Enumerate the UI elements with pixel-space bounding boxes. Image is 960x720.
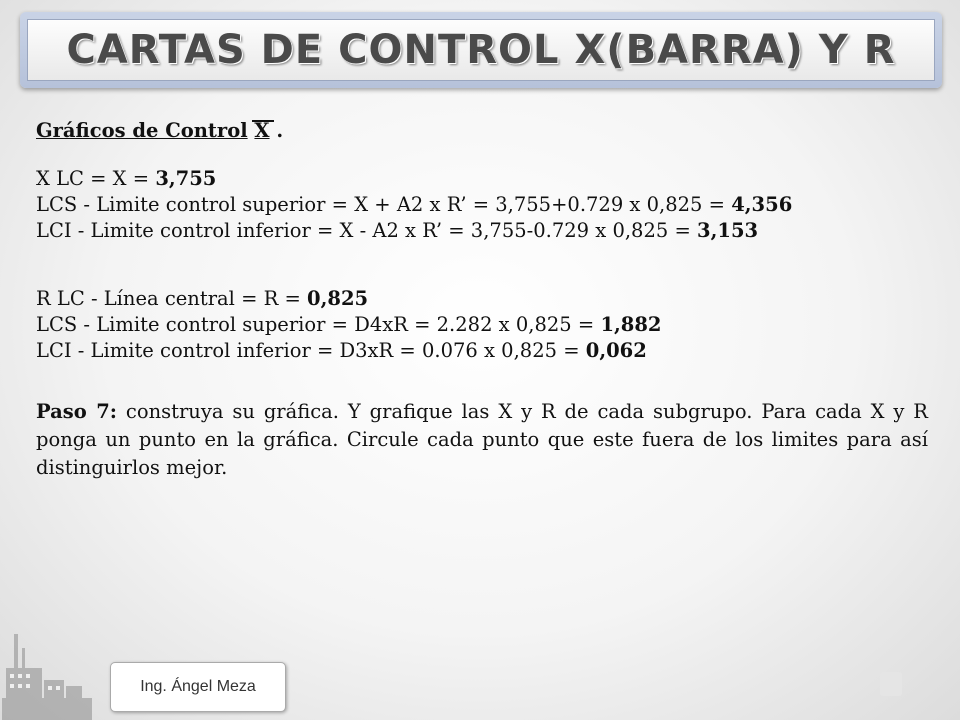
xbar-upper-limit <box>36 192 792 218</box>
formula-text: LCS - Limite control superior = X + A2 x R’ = 3,755+0.729 x 0,825 = <box>36 193 732 216</box>
xbar-lower-limit <box>36 218 792 244</box>
result-value: 1,882 <box>600 313 662 336</box>
title-banner-inner <box>27 19 935 81</box>
r-limits-block <box>36 286 662 364</box>
x-bar-symbol: X <box>254 119 270 142</box>
author-name: Ing. Ángel Meza <box>140 678 256 695</box>
result-value: 4,356 <box>731 193 793 216</box>
r-center-line <box>36 286 662 312</box>
step-paragraph <box>36 398 928 482</box>
formula-text: LCI - Limite control inferior = X - A2 x R’ = 3,755-0.729 x 0,825 = <box>36 219 698 242</box>
result-value: 3,153 <box>697 219 759 242</box>
xbar-center-line <box>36 166 792 192</box>
industry-illustration <box>0 628 100 720</box>
section-heading-suffix: . <box>276 119 284 142</box>
formula-text: X LC = X = <box>36 167 156 190</box>
slide-title: CARTAS DE CONTROL X(BARRA) Y R <box>66 27 896 73</box>
r-lower-limit <box>36 338 662 364</box>
section-heading-label: Gráficos de Control <box>36 119 248 142</box>
author-footer <box>110 662 286 712</box>
r-upper-limit <box>36 312 662 338</box>
title-banner <box>20 12 942 88</box>
step-label: Paso 7: <box>36 400 118 423</box>
xbar-limits-block <box>36 166 792 244</box>
slide-number-placeholder <box>880 672 902 696</box>
formula-text: LCS - Limite control superior = D4xR = 2.282 x 0,825 = <box>36 313 601 336</box>
step-text: construya su gráfica. Y grafique las X y R de cada subgrupo. Para cada X y R ponga un punto en la gráfica. Circule cada punto que este fuera de los limites para así distinguirlos mejor. <box>36 400 928 479</box>
result-value: 0,062 <box>585 339 647 362</box>
result-value: 3,755 <box>155 167 217 190</box>
formula-text: R LC - Línea central = R = <box>36 287 308 310</box>
formula-text: LCI - Limite control inferior = D3xR = 0.076 x 0,825 = <box>36 339 586 362</box>
result-value: 0,825 <box>307 287 369 310</box>
section-heading <box>36 118 283 144</box>
